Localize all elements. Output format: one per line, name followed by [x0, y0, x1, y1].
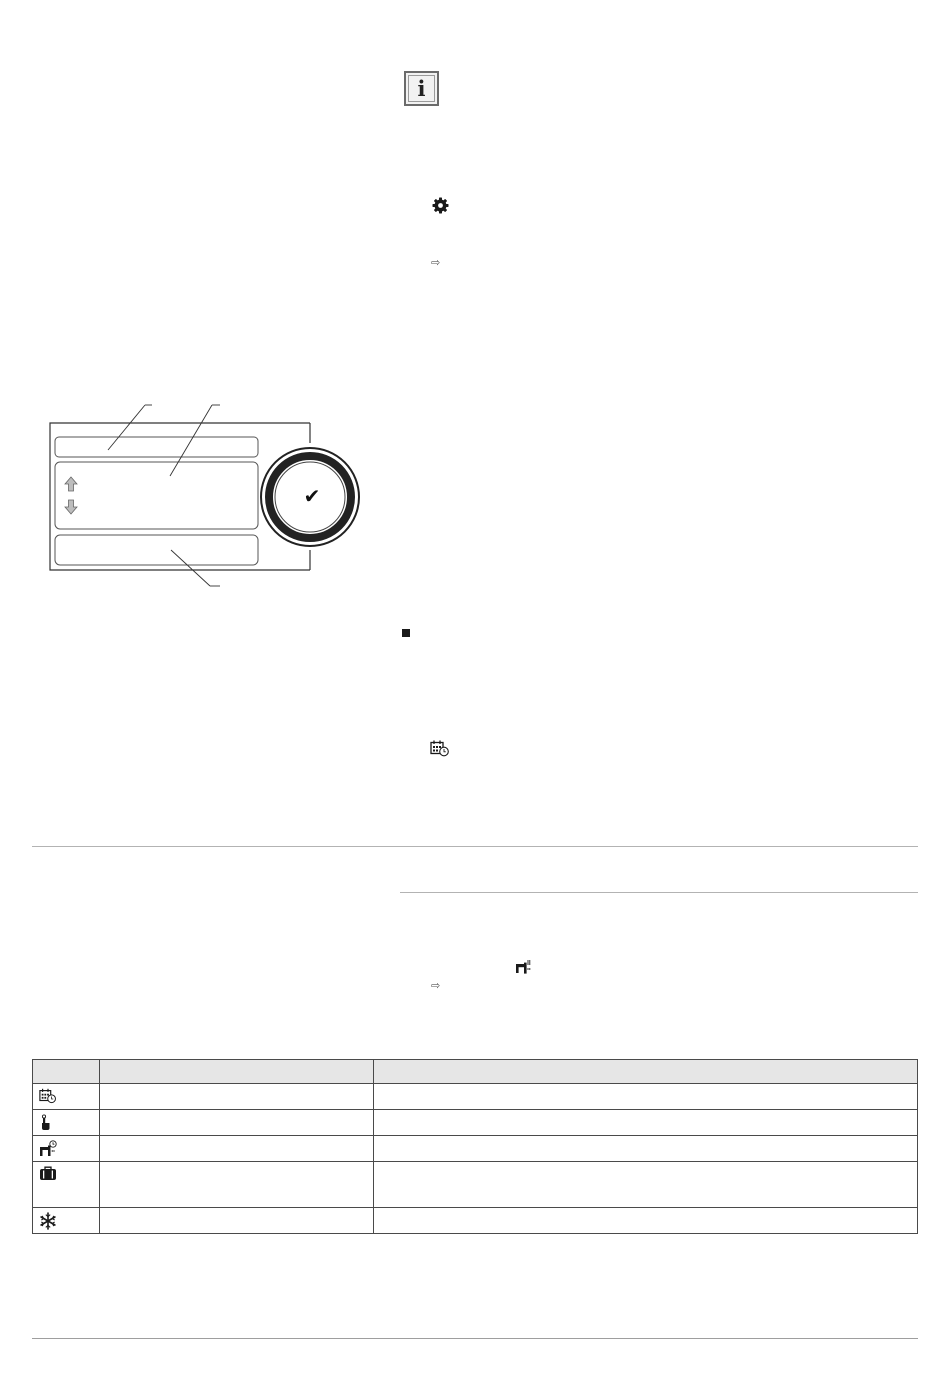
- suitcase-icon: [39, 1166, 57, 1182]
- table-header: [100, 1060, 374, 1084]
- snowflake-icon: [39, 1212, 57, 1230]
- footer-divider: [32, 1338, 918, 1339]
- table-row: [33, 1208, 918, 1234]
- info-box: [404, 71, 439, 106]
- table-header: [33, 1060, 100, 1084]
- mode-table: [32, 1059, 918, 1234]
- tap-icon: [515, 959, 531, 975]
- mode-name: [100, 1136, 374, 1162]
- section-divider: [32, 846, 918, 847]
- square-bullet: [402, 629, 410, 637]
- mode-name: [100, 1162, 374, 1208]
- mode-description: [374, 1136, 918, 1162]
- mode-name: [100, 1084, 374, 1110]
- confirm-check-icon[interactable]: ✔: [303, 484, 321, 508]
- info-icon: i: [417, 76, 426, 101]
- result-arrow-icon: ⇨: [431, 256, 441, 269]
- hand-manual-icon: [39, 1114, 53, 1131]
- table-header-row: [33, 1060, 918, 1084]
- mode-name: [100, 1208, 374, 1234]
- table-row: [33, 1162, 918, 1208]
- table-header: [374, 1060, 918, 1084]
- mode-description: [374, 1162, 918, 1208]
- mode-description: [374, 1110, 918, 1136]
- result-arrow-icon: ⇨: [431, 979, 441, 992]
- gear-icon: [432, 197, 449, 214]
- table-row: [33, 1110, 918, 1136]
- calendar-clock-icon: [430, 740, 450, 757]
- table-row: [33, 1084, 918, 1110]
- mode-description: [374, 1084, 918, 1110]
- column-divider: [400, 892, 918, 893]
- table-row: [33, 1136, 918, 1162]
- tap-clock-icon: [39, 1140, 57, 1157]
- calendar-clock-icon: [39, 1088, 57, 1104]
- mode-description: [374, 1208, 918, 1234]
- mode-name: [100, 1110, 374, 1136]
